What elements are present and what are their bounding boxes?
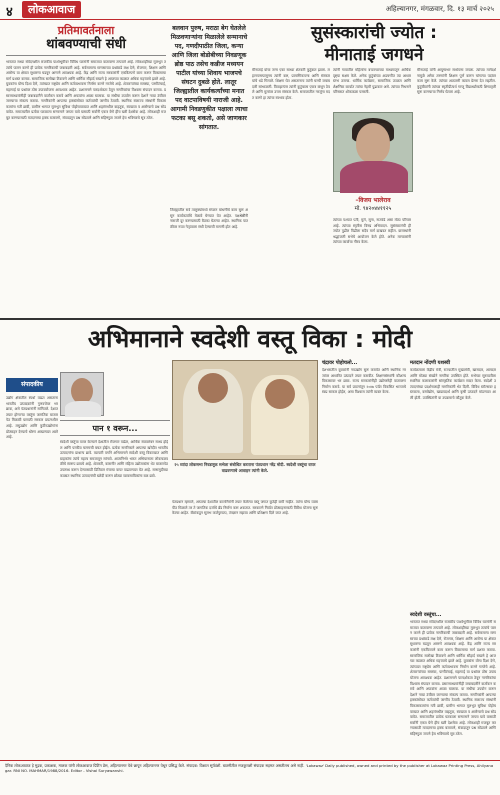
portrait-saree [340,161,408,193]
editorial-body: भारतात सध्या संवेदनशील राजकीय पार्श्वभूमीवर विविध घटनांनी समाजात वातावरण तापवले आहे. लोकशाहीच्या मूलभूत तत्वांचे पालन करणे ही प्रत्येक नागरिकाची जबाबदारी आहे. सर्वसामान्य माणसाच्या प्रश्नांकडे लक्ष देणे, रोजगार, शिक्षण आणि आरोग्य या क्षेत्रात सुधारणा घडवून आणणे आवश्यक आहे. केंद्र आणि राज्य सरकारांनी एकत्रितपणे काम करून विकासाचा मार्ग प्रशस्त करावा. सामाजिक सलोखा टिकवणे आणि धार्मिक सौहार्द राखणे हे आजच्या काळात अधिक महत्त्वाचे झाले आहे. युवकांना योग्य दिशा देणे, त्यांच्यात राष्ट्रप्रेम आणि कर्तव्यभावना निर्माण करणे गरजेचे आहे. शेतकऱ्यांच्या समस्या, पाणीटंचाई, महागाई या प्रश्नांवर ठोस उपाययोजना आवश्यक आहेत. प्रशासनाने पारदर्शकता ठेवून नागरिकांचा विश्वास संपादन करावा. प्रसारमाध्यमांनीही जबाबदारीने वार्तांकन करावे आणि अफवांना आळा घालावा. या संधीचा उपयोग करून देशाने नव्या उंचीवर जाण्याचा संकल्प करावा. नागरिकांनी आपल्या हक्कांसोबत कर्तव्यांची जाणीव ठेवावी. स्थानिक स्वराज्य संस्थांनी विकासकामांना गती द्यावी, ग्रामीण भागात मूलभूत सुविधा पोहोचवाव्यात आणि शहरांमधील वाहतूक, स्वच्छता व आरोग्याचे प्रश्न सोडवावेत. समाजातील प्रत्येक घटकाला सन्मानाने जगता यावे यासाठी सर्वांनी एकत्र येणे हीच खरी देशसेवा आहे. लोकशाही मजबूत करण्यासाठी मतदानाचा हक्क बजावणे, संवादातून प्रश्न सोडवणे आणि सहिष्णुता जपणे हेच भविष्याचे सूत्र ठरेल. [6,60,166,120]
person-right-head [265,379,295,409]
tribute-byline [333,196,413,214]
editorial-label: संपादकीय [6,378,58,392]
tribute-headline-line1: सुसंस्कारांची ज्योत : [311,23,437,43]
author-name: –विजय भालेराव [355,197,391,204]
continued-box: पान १ वरून... [60,420,170,436]
story-column-4: देशभरातील युवकांनी नवउद्योग सुरू करावेत आणि स्थानिक गरजांवर आधारित उत्पादने तयार करावीत. शिक्षणसंस्थांनी कौशल्य विकासावर भर द्यावा. राज्य सरकारांनीही उद्योगस्नेही वातावरण निर्माण करावे. या सर्व प्रयत्नांतून २०४७ पर्यंत विकसित भारताचे स्वप्न साकार होईल, असा विश्वास त्यांनी व्यक्त केला. [322,368,406,395]
editorial-headline-line2: थांबवण्याची संधी [46,37,126,52]
tribute-column-1: मीनाताई यांचा जन्म एका साध्या शेतकरी कुटुंबात झाला. लहानपणापासूनच त्यांनी कष्ट, प्रामाणिकपणा आणि संस्कार यांचे धडे गिरवले. शिक्षण घेत असतानाच त्यांनी घरची जबाबदारी सांभाळली. विवाहानंतर त्यांनी कुटुंबाला एकत्र बांधून ठेवले आणि मुलांवर उत्तम संस्कार केले. समाजातील गरजूंना मदत करणे हा त्यांचा स्वभाव होता. [252,68,330,100]
author-mobile: मो. ९४२०४४११२५ [354,206,392,212]
editorial-headline-line1: प्रतिमावर्तनाला [57,24,115,37]
story-column-5: कार्यक्रमाला केंद्रीय मंत्री, राज्यातील मुख्यमंत्री, खासदार, आमदार आणि मोठ्या संख्येने नागरिक उपस्थित होते. सभेच्या सुरुवातीला स्थानिक कलाकारांनी सांस्कृतिक कार्यक्रम सादर केला. स्वदेशी उत्पादनांच्या प्रदर्शनालाही नागरिकांनी भेट दिली. विविध स्टॉल्सवर हस्तकला, वस्त्रोद्योग, खाद्यपदार्थ आणि कृषी उत्पादने मांडण्यात आली होती. उपस्थितांनी या उपक्रमाचे कौतुक केले. [410,368,496,400]
imprint-footer: दैनिक लोकआवाज हे मुद्रक, प्रकाशक, मालक यांनी लोकआवाज प्रिंटिंग प्रेस, अहिल्यानगर येथे छापून अहिल्यानगर येथून प्रसिद्ध केले. संपादक: विशाल सूर्यवंशी. बातमीतील मजकुराशी संपादक सहमत असतीलच असे नाही. 'Lokawaz' Daily published, owned and printed by the publisher at Lokawaz Printing Press, Ahilyanagar. RNI NO. MAHMAR/1988/2016. Editor - Vishal Suryawanshi. [0,760,500,795]
story-column-1: उद्योग क्षेत्रातील स्पर्धा वाढत असताना भारतीय उत्पादकांनी गुणवत्तेवर भर द्यावा, असे पंतप्रधानांनी सांगितले. देशात तयार होणाऱ्या वस्तूंना जागतिक बाजारपेठ मिळावी यासाठी सरकार प्रयत्नशील आहे. लघुउद्योग आणि कुटीरउद्योगांना प्रोत्साहन देण्याचे धोरण आखण्यात आले आहे. [6,396,58,440]
tribute-column-3: मीनाताई यांनी आयुष्यभर साधेपणा जपला. त्यांच्या मार्गदर्शनामुळे अनेक तरुणांनी शिक्षण पूर्ण करून चांगल्या पदांवर काम सुरू केले. त्यांच्या आठवणी कायम प्रेरणा देत राहतील. कुटुंबीयांनी त्यांच्या स्मृतीप्रीत्यर्थ गरजू विद्यार्थ्यांसाठी शिष्यवृत्ती सुरू करण्याचा निर्णय घेतला आहे. [417,68,496,95]
tribute-headline [252,22,496,66]
portrait-photo [333,112,413,192]
issue-date: अहिल्यानगर, मंगळवार, दि. १३ मार्च २०२५ [385,5,494,13]
main-headline: अभिमानाने स्वदेशी वस्तू विका : मोदी [87,325,413,353]
section-divider [0,318,500,320]
story-column-2: स्वदेशी वस्तूंचा वापर केल्याने देशातील रोजगार वाढेल, आर्थिक स्वावलंबन साध्य होईल आणि परकीय चलनाची बचत होईल. प्रत्येक नागरिकाने आपल्या खरेदीत भारतीय उत्पादनांना प्राधान्य द्यावे. व्यापारी वर्गाने अभिमानाने स्वदेशी वस्तू विकाव्यात आणि ग्राहकांना त्यांचे महत्त्व समजावून सांगावे. आत्मनिर्भर भारत अभियानाला लोकचळवळीचे स्वरूप द्यायचे आहे. शेतकरी, कारागीर आणि महिला उद्योजकांना थेट बाजारपेठ उपलब्ध करून देण्यासाठी डिजिटल मंचाचा वापर वाढवण्यात येत आहे. सणासुदीच्या काळात स्थानिक उत्पादनांची खरेदी करून छोट्या व्यावसायिकांना बळ द्यावे. [60,440,168,478]
page-number: ४ [6,5,13,20]
editor-shirt [65,401,101,417]
newspaper-logo: लोकआवाज [22,1,81,18]
pull-quote-body: जिल्ह्यातील सर्व तालुक्यांमध्ये संघटन बांधणीचे काम सुरू असून कार्यकर्त्यांचे मेळावे घेण्यात येत आहेत. पक्षश्रेष्ठींनी नाराजी दूर करण्यासाठी बैठका घेतल्या आहेत. स्थानिक पातळीवर नव्या नेतृत्वाला संधी देण्याची मागणी होत आहे. [170,208,248,229]
event-photo [172,360,318,460]
person-left-head [198,373,228,403]
tribute-column-2: त्यांनी गावातील महिलांना बचतगटाच्या माध्यमातून आर्थिकदृष्ट्या सक्षम केले. अनेक कुटुंबांच्या अडचणीत त्या आधारस्तंभ ठरल्या. धार्मिक कार्यक्रम, सामाजिक उपक्रम आणि शैक्षणिक कार्यात त्यांचा नेहमी पुढाकार असे. त्यांच्या निधनाने परिसरात शोककळा पसरली. [333,68,411,95]
portrait-face [356,123,390,163]
editor-photo [60,372,104,416]
masthead [0,0,500,20]
tribute-column-2b: त्यांच्या पश्चात पती, मुले, सुना, नातवंडे असा मोठा परिवार आहे. त्यांच्या स्मृतीस विनम्र अभिवादन. सुसंस्कारांची ही ज्योत पुढील पिढीला सदैव मार्ग दाखवत राहील. ग्रामस्थांनी श्रद्धांजली सभेचे आयोजन केले होते. अनेक मान्यवरांनी त्यांच्या कार्याचा गौरव केला. [333,218,411,245]
subheading-1: चंद्रावर पोहोचलो... [322,360,358,366]
photo-caption: २५ व्यांदा लोकसभा निवडणूक सभेला संबोधित करताना पंतप्रधान नरेंद्र मोदी. स्वदेशी वस्तूंचा वापर वाढवण्याचे आवाहन त्यांनी केले. [174,462,316,473]
tribute-headline-line2: मीनाताई जगधने [324,45,424,65]
subheading-3: स्वदेशी वस्तूंचा... [410,612,442,618]
pull-quote: बलवान पुरुष, मराठा बेग घेतलेले मिळवणाऱ्यांना मिळालेले सन्मानाचे पद, गणदीपाठीत जिला, कन्या आणि जिला बोडोबीच्या निवडणूक ब्रोष्ठ पाठ तसेच कन्नीज मध्ययन पाटील यांच्या शिवाय भाजपचे संघटन दुबळे होते. लातूर जिल्ह्यातील कार्यकर्त्यांच्या मनात पद वाटपाविषयी नाराजी आहे. आगामी निवडणुकीत पक्षाला त्याचा फटका बसू शकतो, असे जाणकार सांगतात. [170,25,248,131]
subheading-2: मतदान नोंदणी यशस्वी [410,360,451,366]
divider [6,55,166,56]
story-column-6: भारतात सध्या संवेदनशील राजकीय पार्श्वभूमीवर विविध घटनांनी समाजात वातावरण तापवले आहे. लोकशाहीच्या मूलभूत तत्वांचे पालन करणे ही प्रत्येक नागरिकाची जबाबदारी आहे. सर्वसामान्य माणसाच्या प्रश्नांकडे लक्ष देणे, रोजगार, शिक्षण आणि आरोग्य या क्षेत्रात सुधारणा घडवून आणणे आवश्यक आहे. केंद्र आणि राज्य सरकारांनी एकत्रितपणे काम करून विकासाचा मार्ग प्रशस्त करावा. सामाजिक सलोखा टिकवणे आणि धार्मिक सौहार्द राखणे हे आजच्या काळात अधिक महत्त्वाचे झाले आहे. युवकांना योग्य दिशा देणे, त्यांच्यात राष्ट्रप्रेम आणि कर्तव्यभावना निर्माण करणे गरजेचे आहे. शेतकऱ्यांच्या समस्या, पाणीटंचाई, महागाई या प्रश्नांवर ठोस उपाययोजना आवश्यक आहेत. प्रशासनाने पारदर्शकता ठेवून नागरिकांचा विश्वास संपादन करावा. प्रसारमाध्यमांनीही जबाबदारीने वार्तांकन करावे आणि अफवांना आळा घालावा. या संधीचा उपयोग करून देशाने नव्या उंचीवर जाण्याचा संकल्प करावा. नागरिकांनी आपल्या हक्कांसोबत कर्तव्यांची जाणीव ठेवावी. स्थानिक स्वराज्य संस्थांनी विकासकामांना गती द्यावी, ग्रामीण भागात मूलभूत सुविधा पोहोचवाव्यात आणि शहरांमधील वाहतूक, स्वच्छता व आरोग्याचे प्रश्न सोडवावेत. समाजातील प्रत्येक घटकाला सन्मानाने जगता यावे यासाठी सर्वांनी एकत्र येणे हीच खरी देशसेवा आहे. लोकशाही मजबूत करण्यासाठी मतदानाचा हक्क बजावणे, संवादातून प्रश्न सोडवणे आणि सहिष्णुता जपणे हेच भविष्याचे सूत्र ठरेल. [410,620,496,736]
story-column-3: पंतप्रधान म्हणाले, आपल्या देशातील कारागिरांनी तयार केलेल्या वस्तू जगात कुठेही कमी नाहीत. त्यांना योग्य व्यासपीठ मिळाले तर ते जागतिक दर्जाचे ब्रँड निर्माण करू शकतात. सरकारने निर्यात प्रोत्साहनासाठी विविध योजना सुरू केल्या आहेत. बँकांकडून सुलभ कर्जपुरवठा, तंत्रज्ञान सहाय्य आणि प्रशिक्षण दिले जात आहे. [172,500,318,516]
editorial-headline [6,24,166,52]
